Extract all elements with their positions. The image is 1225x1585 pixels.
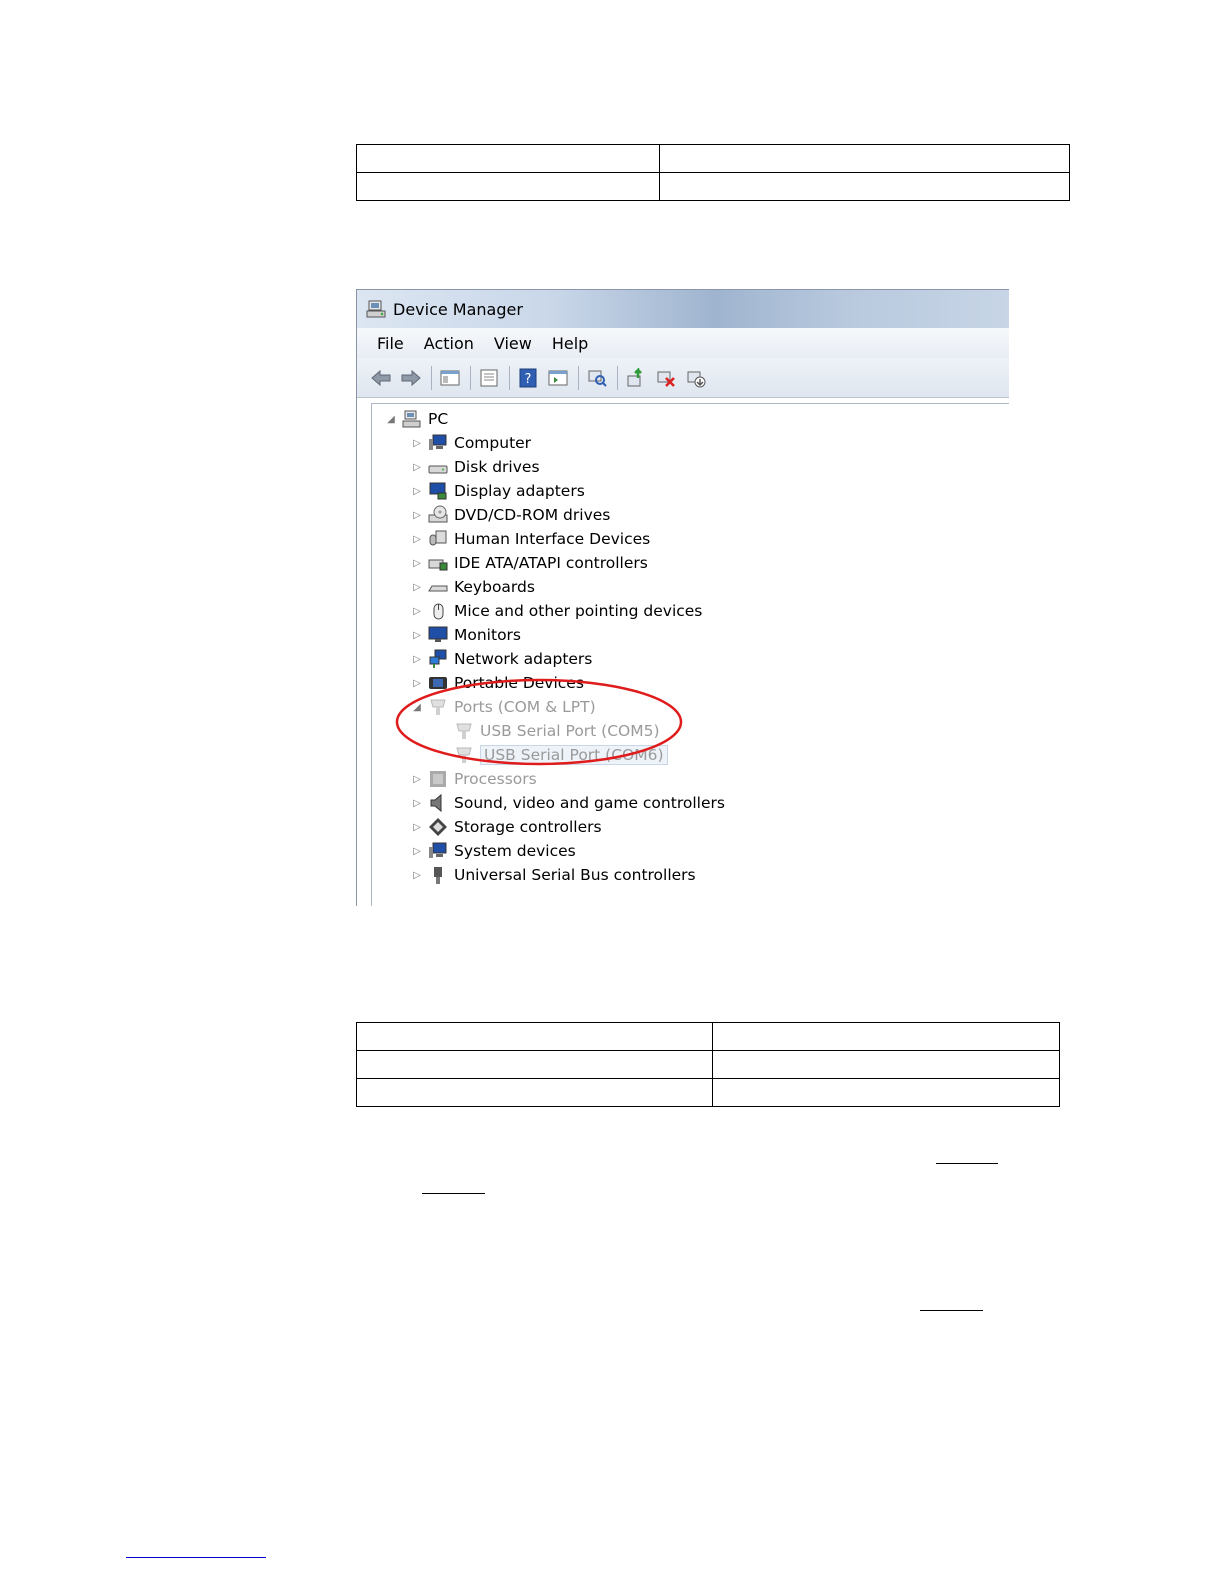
- expand-arrow-icon[interactable]: ▷: [413, 605, 421, 617]
- expand-arrow-icon[interactable]: ▷: [413, 533, 421, 545]
- tree-item-label: Display adapters: [454, 482, 585, 500]
- pc-icon: [402, 409, 422, 429]
- bottom-table: [356, 1022, 1060, 1107]
- expand-arrow-icon[interactable]: ▷: [413, 677, 421, 689]
- ide-controller-icon: [428, 553, 448, 573]
- device-manager-window: [356, 289, 1009, 906]
- tree-item-usb-serial-com5[interactable]: [436, 719, 660, 743]
- table-row: [357, 1051, 1060, 1079]
- speaker-icon: [428, 793, 448, 813]
- blank-line: [920, 1310, 983, 1311]
- tree-item-keyboards[interactable]: [410, 575, 535, 599]
- expand-arrow-icon[interactable]: ▷: [413, 629, 421, 641]
- monitor-icon: [428, 625, 448, 645]
- uninstall-icon[interactable]: [654, 366, 678, 390]
- window-title: Device Manager: [393, 299, 523, 319]
- tree-item-label: Monitors: [454, 626, 521, 644]
- blank-line: [936, 1163, 998, 1164]
- expand-arrow-icon[interactable]: ▷: [413, 869, 421, 881]
- table-row: [357, 1023, 1060, 1051]
- system-device-icon: [428, 841, 448, 861]
- expand-arrow-icon[interactable]: ▷: [413, 437, 421, 449]
- table-row: [357, 145, 1070, 173]
- expand-arrow-icon[interactable]: ▷: [413, 557, 421, 569]
- disable-icon[interactable]: [684, 366, 708, 390]
- expand-arrow-icon[interactable]: ▷: [413, 845, 421, 857]
- expand-arrow-icon[interactable]: ▷: [413, 485, 421, 497]
- network-adapter-icon: [428, 649, 448, 669]
- tree-item-computer[interactable]: [410, 431, 531, 455]
- tree-item-usb-serial-com6[interactable]: [436, 743, 668, 767]
- tree-item-ide-controllers[interactable]: [410, 551, 648, 575]
- portable-device-icon: [428, 673, 448, 693]
- tree-root-label: PC: [428, 410, 449, 428]
- toolbar: [357, 358, 1009, 398]
- menu-view[interactable]: View: [493, 333, 532, 353]
- menu-bar: [357, 328, 1009, 358]
- tree-item-label: Sound, video and game controllers: [454, 794, 725, 812]
- top-table: [356, 144, 1070, 201]
- dvd-drive-icon: [428, 505, 448, 525]
- action-pane-icon[interactable]: [546, 366, 570, 390]
- tree-item-label: Universal Serial Bus controllers: [454, 866, 696, 884]
- keyboard-icon: [428, 577, 448, 597]
- expand-arrow-icon[interactable]: ▷: [413, 581, 421, 593]
- tree-item-portable-devices[interactable]: [410, 671, 584, 695]
- expand-arrow-icon[interactable]: ▷: [413, 797, 421, 809]
- tree-item-label: Human Interface Devices: [454, 530, 651, 548]
- expand-arrow-icon[interactable]: ▷: [413, 653, 421, 665]
- tree-item-mice[interactable]: [410, 599, 702, 623]
- display-adapter-icon: [428, 481, 448, 501]
- tree-item-label: Keyboards: [454, 578, 535, 596]
- usb-icon: [428, 865, 448, 885]
- tree-root[interactable]: [384, 407, 448, 431]
- collapse-arrow-icon[interactable]: ◢: [387, 413, 395, 425]
- tree-item-monitors[interactable]: [410, 623, 521, 647]
- svg-text:?: ?: [524, 371, 532, 387]
- scan-hardware-icon[interactable]: [585, 366, 609, 390]
- tree-item-label: Ports (COM & LPT): [454, 698, 596, 716]
- update-driver-icon[interactable]: [624, 366, 648, 390]
- port-icon: [454, 721, 474, 741]
- port-icon: [428, 697, 448, 717]
- tree-item-system-devices[interactable]: [410, 839, 576, 863]
- computer-icon: [428, 433, 448, 453]
- tree-item-usb-controllers[interactable]: [410, 863, 696, 887]
- blank-line: [422, 1193, 485, 1194]
- expand-arrow-icon[interactable]: ▷: [413, 773, 421, 785]
- device-manager-icon: [365, 298, 387, 320]
- storage-controller-icon: [428, 817, 448, 837]
- table-row: [357, 173, 1070, 201]
- tree-item-label: Processors: [454, 770, 537, 788]
- back-arrow-icon[interactable]: [369, 366, 393, 390]
- tree-item-label: DVD/CD-ROM drives: [454, 506, 611, 524]
- port-icon: [454, 745, 474, 765]
- disk-drive-icon: [428, 457, 448, 477]
- tree-item-label: USB Serial Port (COM6): [480, 745, 668, 765]
- tree-item-sound[interactable]: [410, 791, 725, 815]
- help-icon[interactable]: [516, 366, 540, 390]
- expand-arrow-icon[interactable]: ▷: [413, 461, 421, 473]
- tree-item-disk-drives[interactable]: [410, 455, 540, 479]
- tree-item-storage-controllers[interactable]: [410, 815, 602, 839]
- menu-help[interactable]: Help: [551, 333, 589, 353]
- hid-icon: [428, 529, 448, 549]
- device-tree: [371, 403, 1009, 906]
- tree-item-network-adapters[interactable]: [410, 647, 592, 671]
- tree-item-label: Network adapters: [454, 650, 593, 668]
- tree-item-label: Mice and other pointing devices: [454, 602, 703, 620]
- title-bar: [357, 290, 1009, 328]
- table-row: [357, 1079, 1060, 1107]
- tree-item-ports[interactable]: [410, 695, 596, 719]
- tree-item-dvd-drives[interactable]: [410, 503, 610, 527]
- tree-item-label: Computer: [454, 434, 532, 452]
- tree-item-label: System devices: [454, 842, 576, 860]
- menu-file[interactable]: File: [377, 333, 404, 353]
- tree-item-label: Disk drives: [454, 458, 540, 476]
- menu-action[interactable]: Action: [423, 333, 474, 353]
- tree-item-hid[interactable]: [410, 527, 650, 551]
- tree-item-label: Storage controllers: [454, 818, 602, 836]
- collapse-arrow-icon[interactable]: ◢: [413, 701, 421, 713]
- tree-item-processors[interactable]: [410, 767, 537, 791]
- tree-item-label: USB Serial Port (COM5): [480, 722, 660, 740]
- forward-arrow-icon[interactable]: [399, 366, 423, 390]
- processor-icon: [428, 769, 448, 789]
- expand-arrow-icon[interactable]: ▷: [413, 509, 421, 521]
- mouse-icon: [428, 601, 448, 621]
- tree-item-display-adapters[interactable]: [410, 479, 585, 503]
- tree-item-label: IDE ATA/ATAPI controllers: [454, 554, 648, 572]
- properties-icon[interactable]: [477, 366, 501, 390]
- expand-arrow-icon[interactable]: ▷: [413, 821, 421, 833]
- footnote-rule: [126, 1557, 266, 1558]
- console-tree-icon[interactable]: [438, 366, 462, 390]
- tree-item-label: Portable Devices: [454, 674, 584, 692]
